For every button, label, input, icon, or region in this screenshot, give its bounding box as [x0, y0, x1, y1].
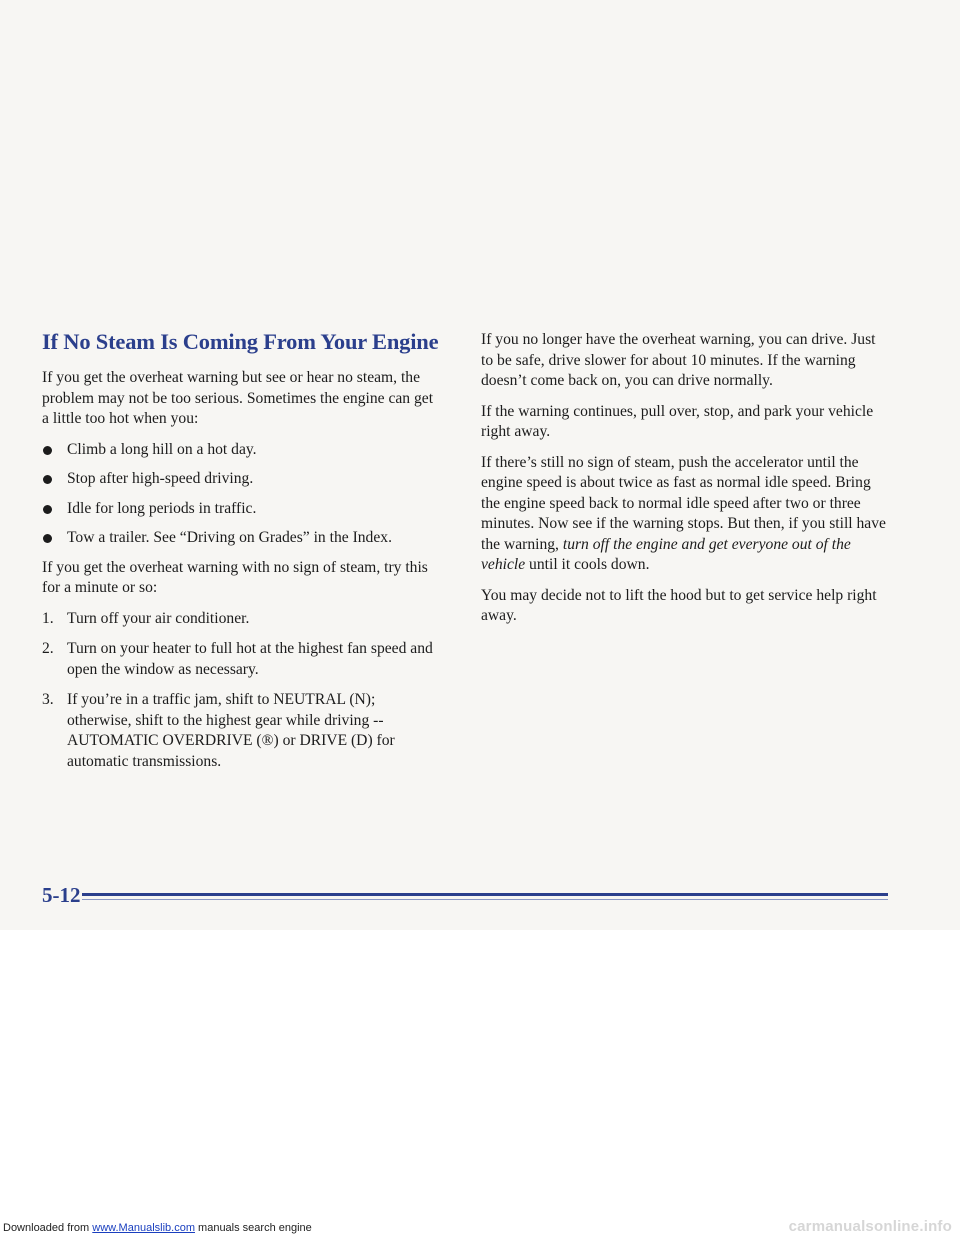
bullet-icon	[43, 534, 52, 543]
left-column	[42, 328, 442, 782]
step-number: 3.	[42, 691, 54, 708]
paragraph-text: until it cools down.	[525, 556, 650, 573]
page-footer	[42, 883, 888, 907]
download-suffix: manuals search engine	[194, 1222, 312, 1234]
list-item-text: Tow a trailer. See “Driving on Grades” in the Index.	[67, 529, 392, 546]
list-item-text: Idle for long periods in traffic.	[67, 499, 257, 517]
list-item	[42, 440, 442, 461]
step-text: Turn off your air conditioner.	[67, 609, 250, 627]
step-number: 2.	[42, 640, 54, 657]
paragraph: If you no longer have the overheat warning, you can drive. Just to be safe, drive slower for about 10 minutes. If the warning doesn’t come back on, you can drive normally.	[481, 331, 876, 389]
step-number: 1.	[42, 609, 54, 627]
bullet-icon	[43, 475, 52, 484]
bullet-icon	[43, 505, 52, 514]
step-item	[42, 690, 442, 772]
list-item	[42, 528, 442, 549]
list-item	[42, 469, 442, 490]
steps-lead-paragraph: If you get the overheat warning with no sign of steam, try this for a minute or so:	[42, 558, 428, 596]
list-item-text: Stop after high-speed driving.	[67, 470, 254, 487]
manualslib-link[interactable]: www.Manualslib.com	[92, 1222, 195, 1234]
footer-rule	[82, 893, 888, 896]
list-item-text: Climb a long hill on a hot day.	[67, 440, 257, 458]
warning-paragraph	[481, 453, 891, 576]
download-notice	[3, 1222, 312, 1234]
intro-paragraph: If you get the overheat warning but see or hear no steam, the problem may not be too serious. Sometimes the engine can get a little too hot when you:	[42, 369, 434, 427]
step-item	[42, 639, 442, 680]
section-heading: If No Steam Is Coming From Your Engine	[42, 329, 439, 354]
bullet-icon	[43, 446, 52, 455]
footer-rule-thin	[82, 899, 888, 900]
right-column	[481, 330, 891, 637]
conditions-list	[42, 440, 442, 549]
list-item	[42, 499, 442, 520]
step-item	[42, 609, 442, 630]
paragraph-text: If there’s still no sign of steam, push the accelerator until the engine speed is about twice as fast as normal idle speed. Bring the engine speed back to normal idle speed after two or three minutes. Now see if the warning stops. But then, if you still have the warning,	[481, 453, 886, 553]
steps-list	[42, 609, 442, 773]
paragraph: You may decide not to lift the hood but to get service help right away.	[481, 586, 877, 624]
watermark: carmanualsonline.info	[788, 1218, 952, 1235]
step-text: If you’re in a traffic jam, shift to NEUTRAL (N); otherwise, shift to the highest gear while driving -- AUTOMATIC OVERDRIVE (®) or DRIVE (D) for automatic transmissions.	[67, 691, 395, 770]
paragraph: If the warning continues, pull over, stop, and park your vehicle right away.	[481, 402, 874, 440]
step-text: Turn on your heater to full hot at the highest fan speed and open the window as necessary.	[67, 640, 433, 678]
emphasis-text: turn off the engine and get everyone out of the vehicle	[481, 535, 851, 573]
page-number: 5-12	[42, 883, 81, 907]
download-prefix: Downloaded from	[3, 1222, 93, 1234]
